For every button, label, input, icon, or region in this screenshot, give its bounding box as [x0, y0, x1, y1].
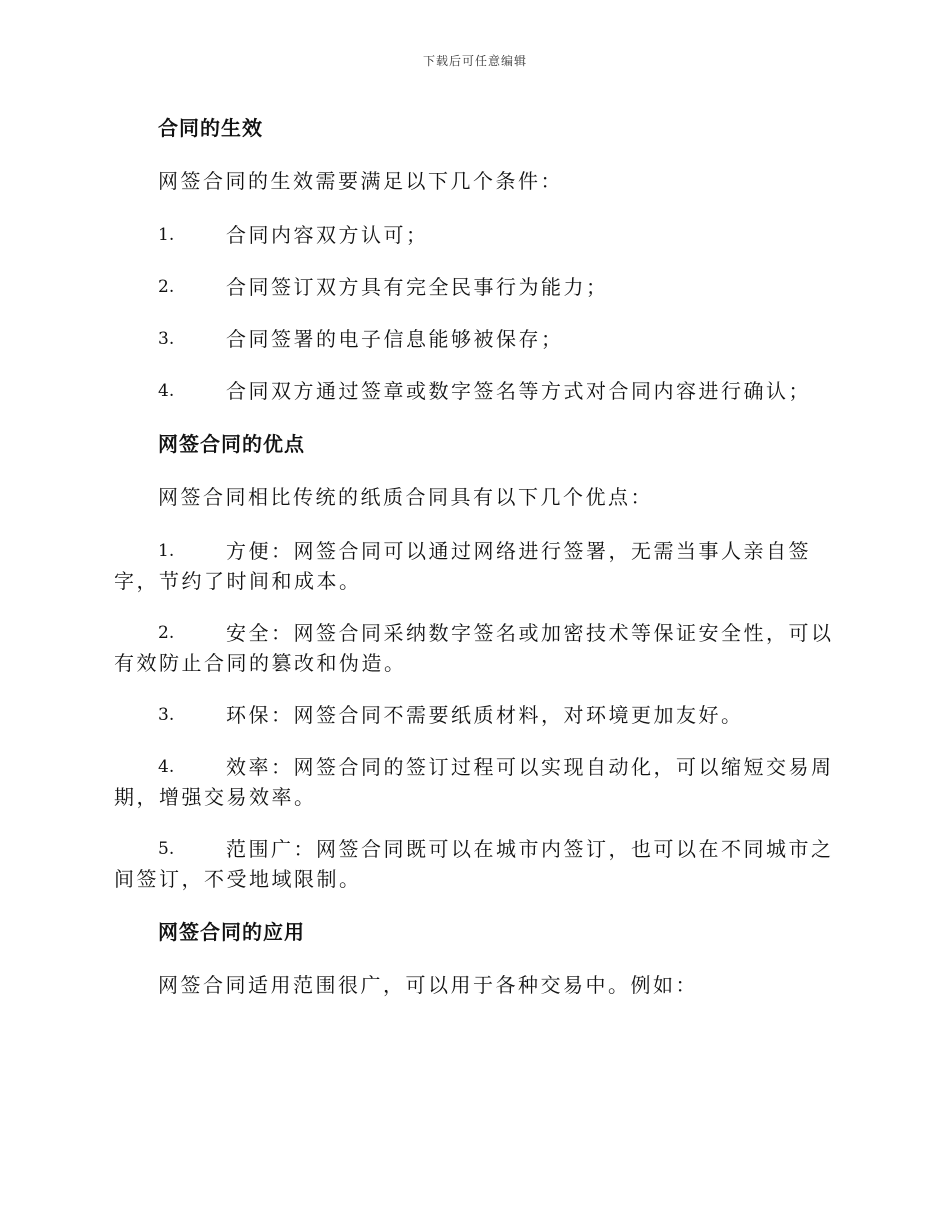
list-item-text: 安全：网签合同采纳数字签名或加密技术等保证安全性，可以有效防止合同的篡改和伪造。 [114, 621, 834, 675]
section-intro-validity: 网签合同的生效需要满足以下几个条件： [158, 169, 563, 193]
header-note: 下载后可任意编辑 [422, 54, 527, 68]
list-item-text: 范围广：网签合同既可以在城市内签订，也可以在不同城市之间签订，不受地域限制。 [114, 837, 834, 891]
document-body [114, 108, 834, 1000]
list-item-number: 5. [158, 839, 175, 859]
list-item [114, 220, 834, 250]
section-intro-applications: 网签合同适用范围很广，可以用于各种交易中。例如： [158, 973, 698, 997]
list-item [114, 752, 834, 812]
list-item-number: 3. [158, 329, 175, 349]
list-item-number: 1. [158, 225, 175, 245]
list-item-text: 合同双方通过签章或数字签名等方式对合同内容进行确认； [226, 379, 811, 403]
list-item [114, 376, 834, 406]
list-item-text: 环保：网签合同不需要纸质材料，对环境更加友好。 [226, 703, 744, 727]
list-item-text: 合同签署的电子信息能够被保存； [226, 327, 564, 351]
section-heading-applications: 网签合同的应用 [158, 920, 305, 944]
list-item-text: 方便：网签合同可以通过网络进行签署，无需当事人亲自签字，节约了时间和成本。 [114, 539, 811, 593]
list-item-text: 合同签订双方具有完全民事行为能力； [226, 275, 609, 299]
list-item-number: 4. [158, 757, 175, 777]
list-item-number: 2. [158, 623, 175, 643]
list-item [114, 272, 834, 302]
list-item-text: 合同内容双方认可； [226, 223, 429, 247]
list-item [114, 618, 834, 678]
section-heading-validity: 合同的生效 [158, 116, 263, 140]
list-item-text: 效率：网签合同的签订过程可以实现自动化，可以缩短交易周期，增强交易效率。 [114, 755, 834, 809]
list-item [114, 834, 834, 894]
section-heading-advantages: 网签合同的优点 [158, 432, 305, 456]
list-item-number: 2. [158, 277, 175, 297]
list-item [114, 324, 834, 354]
list-item-number: 4. [158, 381, 175, 401]
list-item [114, 700, 834, 730]
list-item-number: 3. [158, 705, 175, 725]
list-item-number: 1. [158, 541, 175, 561]
list-item [114, 536, 834, 596]
section-intro-advantages: 网签合同相比传统的纸质合同具有以下几个优点： [158, 485, 653, 509]
